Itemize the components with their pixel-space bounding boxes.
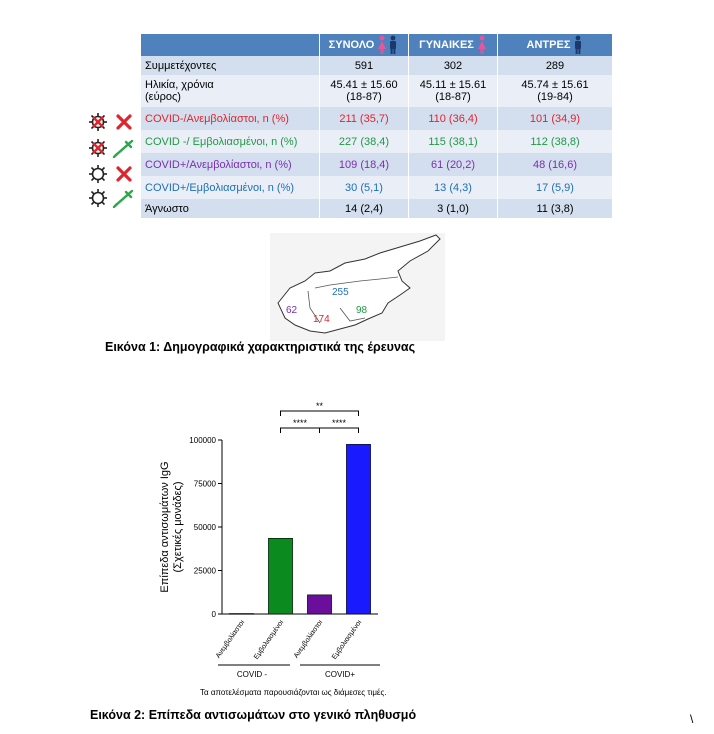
map-label-nicosia: 255: [332, 287, 349, 298]
y-tick-label: 75000: [193, 479, 216, 489]
significance-label: **: [315, 401, 324, 411]
bars: [229, 444, 370, 614]
female-male-icon: [377, 35, 399, 55]
x-category-label: Ανεμβολίαστοι: [214, 619, 247, 660]
cell: 591: [320, 56, 409, 75]
cell: 14 (2,4): [320, 199, 409, 218]
cell: 48 (16,6): [498, 153, 613, 176]
cell-line2: (18-87): [435, 91, 471, 103]
significance-label: ****: [292, 418, 308, 428]
cell-line1: 45.41 ± 15.60: [330, 79, 398, 91]
row-label-line1: Ηλικία, χρόνια: [145, 79, 214, 91]
table-header-row: [141, 34, 613, 56]
bar: [229, 613, 253, 614]
igg-bar-chart: [150, 395, 420, 700]
virus-negative-unvaccinated-icon: [88, 112, 138, 132]
x-category-label: Εμβολιασμένοι: [253, 619, 286, 661]
virus-negative-vaccinated-icon: [88, 138, 138, 158]
y-tick-label: 50000: [193, 523, 216, 532]
cell-line1: 45.11 ± 15.61: [419, 79, 487, 91]
cell: 101 (34,9): [498, 107, 613, 130]
group-label: COVID+: [324, 670, 356, 679]
cell: 110 (36,4): [409, 107, 498, 130]
figure2-caption: Εικόνα 2: Επίπεδα αντισωμάτων στο γενικό πληθυσμό: [90, 708, 417, 722]
y-tick-label: 0: [211, 610, 216, 619]
significance-bracket: [281, 428, 320, 433]
female-icon: [477, 35, 487, 55]
table-header-total: [320, 34, 409, 56]
row-label: COVID+/Εμβολιασμένοι, n (%): [141, 176, 320, 199]
table-row: [141, 130, 613, 153]
map-label-limassol: 174: [313, 314, 330, 325]
group-labels: [218, 665, 380, 679]
group-label: COVID -: [236, 670, 268, 679]
virus-positive-vaccinated-icon: [88, 188, 138, 208]
row-label: Συμμετέχοντες: [141, 56, 320, 75]
y-tick-label: 100000: [189, 436, 216, 445]
significance-label: ****: [331, 418, 347, 428]
significance-brackets: [281, 401, 359, 433]
x-axis-categories: [214, 618, 363, 661]
table-row: [141, 153, 613, 176]
cell: 3 (1,0): [409, 199, 498, 218]
table-row: [141, 199, 613, 218]
x-category-label: Ανεμβολίαστοι: [292, 619, 325, 660]
demographics-table: [141, 34, 613, 218]
table-row: [141, 56, 613, 75]
cell-line2: (18-87): [346, 91, 382, 103]
header-men-label: ΑΝΤΡΕΣ: [526, 38, 571, 51]
table-header-empty: [141, 34, 320, 56]
bar-chart-svg: [150, 395, 420, 700]
row-label-line2: (εύρος): [145, 91, 181, 103]
cell: [498, 75, 613, 107]
x-category-label: Εμβολιασμένοι: [331, 619, 364, 661]
significance-bracket: [320, 428, 359, 433]
row-label: COVID -/ Εμβολιασμένοι, n (%): [141, 130, 320, 153]
cyprus-map: [270, 233, 445, 341]
cell: 115 (38,1): [409, 130, 498, 153]
figure1-caption: Εικόνα 1: Δημογραφικά χαρακτηριστικά της έρευνας: [105, 340, 416, 354]
cell: [320, 75, 409, 107]
bar: [268, 538, 292, 614]
table-row: [141, 75, 613, 107]
bar: [346, 444, 370, 614]
male-icon: [573, 35, 583, 55]
map-label-larnaca: 98: [356, 305, 368, 316]
row-label: COVID-/Ανεμβολίαστοι, n (%): [141, 107, 320, 130]
cell: 13 (4,3): [409, 176, 498, 199]
row-label: [141, 75, 320, 107]
bar: [307, 595, 331, 614]
stray-mark: \: [690, 712, 694, 726]
map-label-paphos: 62: [286, 305, 298, 316]
y-tick-label: 25000: [193, 566, 216, 576]
cell: 61 (20,2): [409, 153, 498, 176]
cell: 289: [498, 56, 613, 75]
table-row: [141, 107, 613, 130]
significance-bracket: [281, 411, 359, 416]
row-label: COVID+/Ανεμβολίαστοι, n (%): [141, 153, 320, 176]
table-header-men: [498, 34, 613, 56]
cell: 17 (5,9): [498, 176, 613, 199]
y-axis-label-units: (Σχετικές μονάδες): [172, 481, 184, 573]
cell-line2: (19-84): [537, 91, 573, 103]
cell: 211 (35,7): [320, 107, 409, 130]
header-total-label: ΣΥΝΟΛΟ: [328, 38, 375, 51]
chart-note: Τα αποτελέσματα παρουσιάζονται ως διάμεσες τιμές.: [200, 688, 387, 697]
table-row: [141, 176, 613, 199]
cell: 227 (38,4): [320, 130, 409, 153]
cyprus-map-figure: [270, 233, 445, 341]
table-header-women: [409, 34, 498, 56]
header-women-label: ΓΥΝΑΙΚΕΣ: [419, 38, 474, 51]
cell: 302: [409, 56, 498, 75]
row-label: Άγνωστο: [141, 199, 320, 218]
cell-line1: 45.74 ± 15.61: [521, 79, 589, 91]
virus-positive-unvaccinated-icon: [88, 164, 138, 184]
cell: [409, 75, 498, 107]
y-axis-label: Επίπεδα αντισωμάτων IgG: [159, 461, 171, 593]
cell: 112 (38,8): [498, 130, 613, 153]
cell: 11 (3,8): [498, 199, 613, 218]
cell: 30 (5,1): [320, 176, 409, 199]
cell: 109 (18,4): [320, 153, 409, 176]
